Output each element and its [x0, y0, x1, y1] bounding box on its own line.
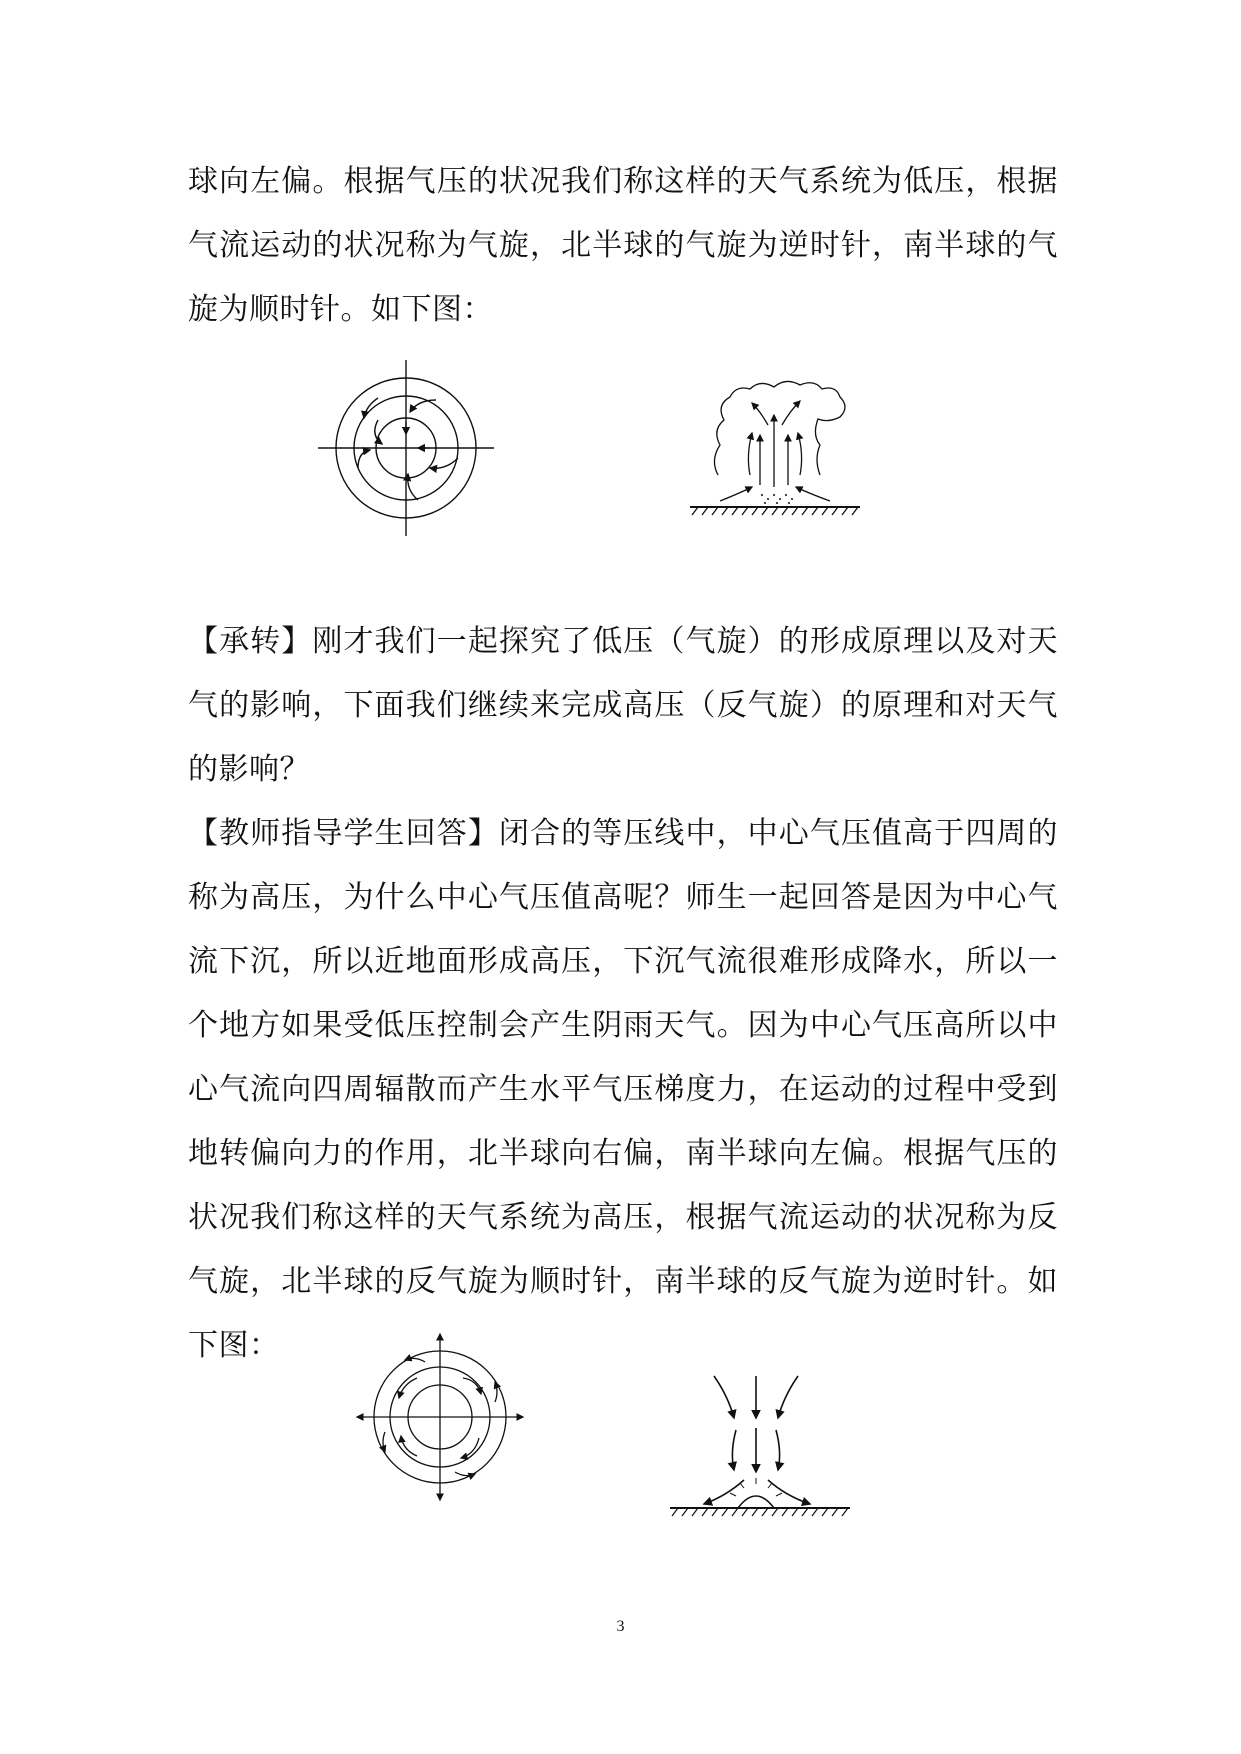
- paragraph-cyclone-summary: 球向左偏。根据气压的状况我们称这样的天气系统为低压，根据气流运动的状况称为气旋，北半球的气旋为逆时针，南半球的气旋为顺时针。如下图：: [188, 164, 1058, 327]
- paragraph-teacher-guidance: 【教师指导学生回答】闭合的等压线中，中心气压值高于四周的称为高压，为什么中心气压值高呢？师生一起回答是因为中心气流下沉，所以近地面形成高压，下沉气流很难形成降水，所以一个地方如果受低压控制会产生阴雨天气。因为中心气压高所以中心气流向四周辐散而产生水平气压梯度力，在运动的过程中受到地转偏向力的作用，北半球向右偏，南半球向左偏。根据气压的状况我们称这样的天气系统为高压，根据气流运动的状况称为反气旋，北半球的反气旋为顺时针，南半球的反气旋为逆时针。如下图：: [188, 816, 1058, 1363]
- cyclone-side-svg: [690, 375, 860, 525]
- paragraph-group-anticyclone: [188, 610, 1058, 1378]
- anticyclone-plan-svg: [355, 1332, 525, 1502]
- cyclone-side-view-diagram: [690, 375, 860, 525]
- page-number: 3: [616, 1618, 625, 1635]
- anticyclone-plan-view-diagram: [355, 1332, 525, 1502]
- paragraph-transition: 【承转】刚才我们一起探究了低压（气旋）的形成原理以及对天气的影响，下面我们继续来完成高压（反气旋）的原理和对天气的影响？: [188, 624, 1058, 787]
- cyclone-plan-svg: [318, 360, 494, 536]
- anticyclone-side-view-diagram: [670, 1372, 850, 1532]
- paragraph-group-cyclone: [188, 150, 1058, 342]
- cyclone-plan-view-diagram: [318, 360, 494, 536]
- anticyclone-side-svg: [670, 1372, 850, 1532]
